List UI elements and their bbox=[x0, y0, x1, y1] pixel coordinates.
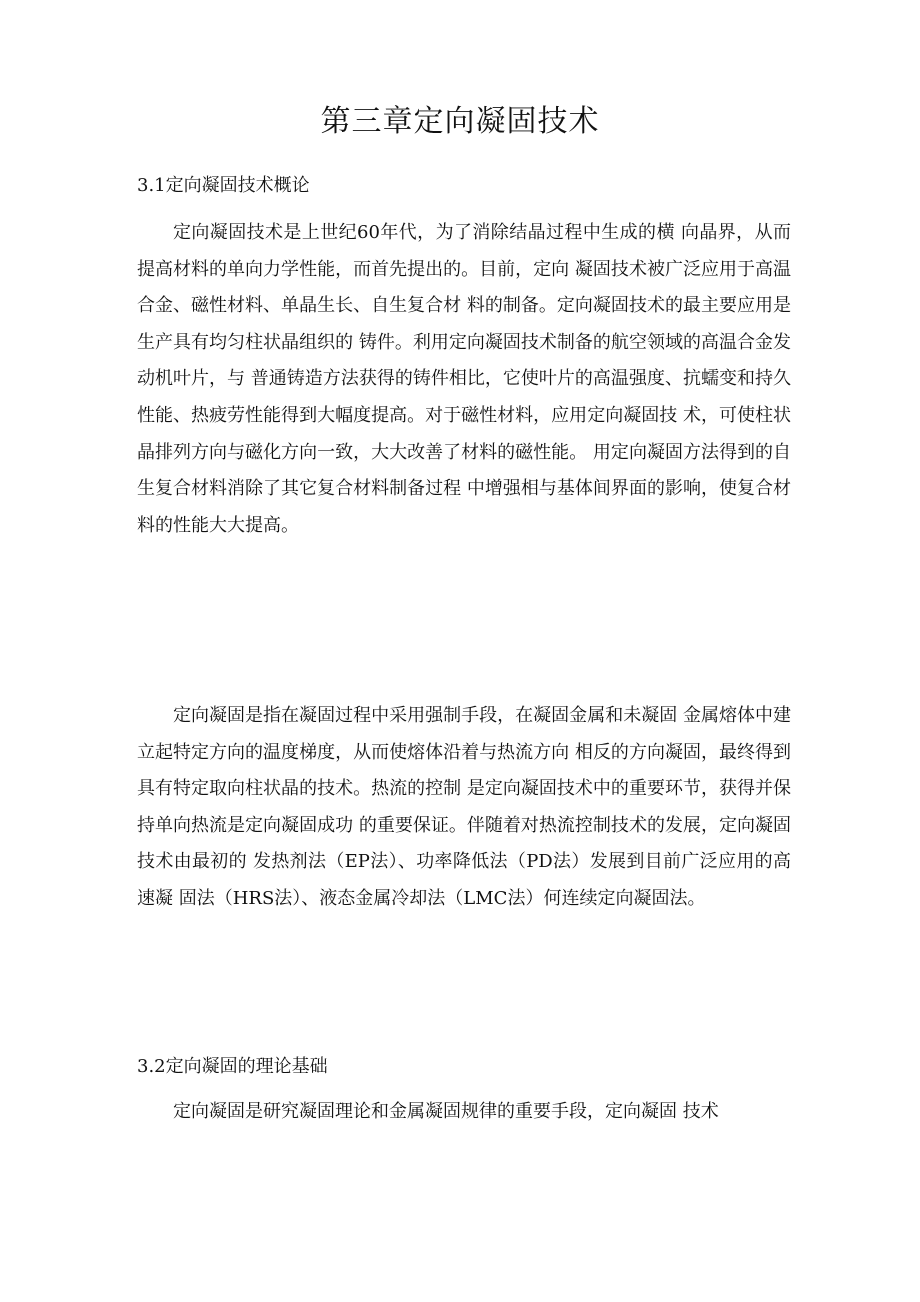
paragraph-intro-1: 定向凝固技术是上世纪60年代，为了消除结晶过程中生成的横 向晶界，从而提高材料的单向力学性能，而首先提出的。目前，定向 凝固技术被广泛应用于高温合金、磁性材料、单晶生长、自生复合材 料的制备。定向凝固技术的最主要应用是生产具有均匀柱状晶组织的 铸件。利用定向凝固技术制备的航空领域的高温合金发动机叶片，与 普通铸造方法获得的铸件相比，它使叶片的高温强度、抗蠕变和持久 性能、热疲劳性能得到大幅度提高。对于磁性材料，应用定向凝固技 术，可使柱状晶排列方向与磁化方向一致，大大改善了材料的磁性能。 用定向凝固方法得到的自生复合材料消除了其它复合材料制备过程 中增强相与基体间界面的影响，使复合材料的性能大大提高。 bbox=[137, 222, 791, 536]
section-heading-3-2: 3.2定向凝固的理论基础 bbox=[137, 1056, 328, 1077]
paragraph-theory-1: 定向凝固是研究凝固理论和金属凝固规律的重要手段，定向凝固 技术 bbox=[173, 1101, 719, 1122]
section-heading-3-1: 3.1定向凝固技术概论 bbox=[137, 175, 310, 196]
paragraph-intro-2: 定向凝固是指在凝固过程中采用强制手段，在凝固金属和未凝固 金属熔体中建立起特定方向的温度梯度，从而使熔体沿着与热流方向 相反的方向凝固，最终得到具有特定取向柱状晶的技术。热流的控制 是定向凝固技术中的重要环节，获得并保持单向热流是定向凝固成功 的重要保证。伴随着对热流控制技术的发展，定向凝固技术由最初的 发热剂法（EP法）、功率降低法（PD法）发展到目前广泛应用的高速凝 固法（HRS法）、液态金属冷却法（LMC法）何连续定向凝固法。 bbox=[137, 705, 791, 909]
chapter-title: 第三章定向凝固技术 bbox=[320, 104, 600, 139]
